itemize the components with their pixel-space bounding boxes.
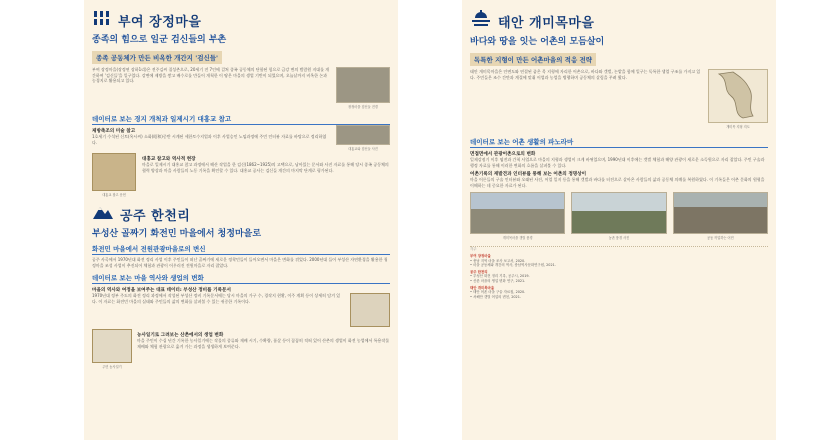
taean-photo-2-caption: 농촌 풍경 사진: [608, 236, 630, 241]
refs-item: • 산촌 마을의 생업 변화 연구, 2021.: [470, 278, 526, 283]
mountain-icon: [92, 204, 114, 224]
buyeo-data-heading: 데이터로 보는 경지 개척과 일제시기 대홍교 참고: [92, 114, 390, 125]
gongju-data-heading: 데이터로 보는 마을 역사와 생업의 변화: [92, 273, 390, 284]
gongju-section: [92, 204, 390, 369]
taean-bar: 독특한 지형이 만든 어촌마을의 적응 전략: [470, 53, 596, 66]
buyeo-document-image: [92, 153, 136, 191]
taean-photo-3: [673, 192, 768, 234]
buyeo-subtitle: 종족의 힘으로 일군 검신들의 부촌: [92, 35, 227, 45]
buyeo-title-row: [92, 10, 390, 30]
refs-item: • 태안 어촌 마을 구술 자료집, 2020.: [470, 290, 526, 295]
buyeo-photo-caption: 장정마을 검신들 전경: [348, 105, 378, 109]
taean-block-heading-1: 면접면에서 관광어촌으로의 변화: [470, 152, 536, 157]
taean-photo-2: [571, 192, 666, 234]
gongju-diary-caption: 주민 농사일기: [102, 365, 122, 370]
taean-block-heading-2: 어촌기록의 재발견과 인터뷰를 통해 보는 어촌의 정명상이: [470, 172, 587, 178]
taean-title-row: [470, 10, 768, 32]
gongju-document-image: [350, 293, 390, 327]
taean-subtitle: 바다와 땅을 잇는 어촌의 모듬살이: [470, 37, 605, 47]
refs-item: • 마을 공동체와 개간의 역사, 충남역사문화연구원, 2021.: [470, 263, 556, 268]
taean-section: [470, 10, 768, 299]
left-page: [84, 0, 398, 440]
taean-block-body-2: 마을 어른들의 구술 인터뷰와 오래된 사진, 어업 일지 등을 통해 갯벌과 바다를 터전으로 살아온 사람들의 삶과 공동체 의례를 복원하였다. 이 기록들은 어촌 문화의 원형을 이해하는 데 중요한 자료가 된다.: [470, 177, 765, 188]
taean-block-body-1: 일제강점기 이후 염전과 간척 사업으로 마을의 지형과 생업이 크게 바뀌었으며, 1990년대 이후에는 갯벌 체험과 해양 관광이 새로운 소득원으로 자리 잡았다. 주민 구술과 행정 자료를 통해 이러한 변화의 흐름을 살펴볼 수 있다.: [470, 157, 765, 168]
buyeo-title: 부여 장정마을: [118, 14, 202, 30]
buyeo-body: 부여 장정마을(장정연 장하1리)은 전주김씨 집성촌으로, 20세기 전 7인에 걸쳐 종족 공동체의 단합된 힘으로 금강 변의 범람원 지대를 개간하여 '검신들'을 일구었다. 강변에 제방을 쌓고 배수로를 만들어 개척한 이 땅은 마을의 생업 기반이 되었으며, 오늘날까지 비옥한 논과 농경지로 활용되고 있다.: [92, 67, 330, 84]
gongju-bar: 화전민 마을에서 전원관광마을로의 변신: [92, 244, 390, 255]
rice-sheaf-icon: [92, 10, 112, 30]
gongju-title-row: [92, 204, 390, 224]
buyeo-bar: 종족 공동체가 만든 비옥한 개간지 '검신들': [92, 51, 222, 64]
refs-item: • 서해안 갯벌 어업의 변천, 2021.: [470, 294, 521, 299]
references: [470, 247, 768, 299]
buyeo-block-body-2: 마을로 일제시기 대홍교 참고 과정에서 해산 작업을 한 검신(1862~1925)의 고택으로, 남아있는 문서와 사진 자료를 통해 당시 종족 공동체의 협력 양상과 마을 사람들의 노동 기록을 확인할 수 있다. 대홍교 공사는 검신들 개간의 마지막 단계로 평가된다.: [142, 162, 389, 173]
taean-photo-3-caption: 공동 작업하는 어민: [706, 236, 734, 241]
refs-label: 각주: [470, 247, 477, 252]
gongju-block-body-2: 마을 주민이 수십 년간 기록한 농사일기에는 작물의 종류와 재배 시기, 수확량, 품삯 등이 꼼꼼히 적혀 있어 산촌의 생업이 화전 농업에서 특용작물 재배와 체험 관광으로 옮겨 가는 과정을 생생하게 보여준다.: [137, 338, 390, 349]
buyeo-section: [92, 10, 390, 197]
taean-map-caption: 개미목 지형 지도: [726, 125, 750, 129]
gongju-subtitle: 부성산 골짜기 화전민 마을에서 청정마을로: [92, 229, 262, 239]
gongju-block-heading-1: 마을의 역사와 여정을 보여주는 대표 데이터: 부성산 정비를 기록문서: [92, 288, 231, 294]
buyeo-document-caption: 대홍교 참고 문헌: [102, 193, 126, 197]
gongju-title: 공주 한천리: [120, 208, 191, 224]
taean-data-heading: 데이터로 보는 어촌 생활의 파노라마: [470, 137, 768, 148]
refs-item: • 충남 지역 마을 조사 보고서, 2020.: [470, 258, 526, 263]
buyeo-photo: [336, 67, 390, 103]
sun-waves-icon: [470, 10, 492, 32]
refs-group-heading: 공주 한천리: [470, 269, 488, 274]
buyeo-block-body-1: 1호세기 수석된 신토(옥시씨) 소화(昭和)중반 시계된 세한토수지업과 이후 사업승인 노임과정에 주민 인터뷰 자료를 바탕으로 정리하였다.: [92, 134, 327, 145]
gongju-block-heading-2: 농사일기로 그려보는 산촌에서의 생업 변화: [137, 333, 224, 339]
gongju-diary-image: [92, 329, 132, 363]
refs-group-heading: 태안 개미목마을: [470, 285, 495, 290]
refs-item: • 부성산 화전 정리 기록, 공주시, 2019.: [470, 274, 530, 279]
refs-group-heading: 부여 장정마을: [470, 253, 491, 258]
taean-photo-1-caption: 개미목마을 갯벌 풍경: [502, 236, 533, 241]
gongju-block-body-1: 1970년대 정부 주도의 화전 정리 과정에서 작성된 부성산 정비 기록문서에는 당시 마을의 가구 수, 경작지 현황, 이주 계획 등이 상세히 담겨 있다. 이 자료는 화전민 마을의 실태와 주민들의 삶의 변화를 살펴볼 수 있는 귀중한 기록이다.: [92, 293, 341, 304]
taean-body: 태안 개미목마을은 안면도와 연결된 좁은 목 지형에 자리한 어촌으로, 바다와 갯벌, 논밭을 함께 일구는 독특한 생업 구조를 가지고 있다. 주민들은 조수 간만과 계절에 맞춰 어업과 농업을 병행하며 공동체의 살림을 꾸려 왔다.: [470, 69, 701, 80]
right-page: [462, 0, 776, 440]
buyeo-block-heading-2: 대홍교 참고와 역사적 현장: [142, 157, 196, 162]
taean-map-image: [708, 69, 768, 123]
taean-photo-1: [470, 192, 565, 234]
gongju-body: 공주 사곡에서 1970년대 화전 정리 사업 이후 주민들이 떠난 골짜기에 새로운 정착민들이 들어오면서 마을은 변화를 겪었다. 2000년대 들어 부성산 자연환경을 활용한 청정마을 조성 사업이 추진되어 체험과 관광이 어우러진 전원마을로 자리 잡았다.: [92, 257, 388, 268]
buyeo-block-heading-1: 제방축조의 미술 참고: [92, 129, 136, 134]
taean-title: 태안 개미목마을: [498, 15, 595, 31]
buyeo-photo-2-caption: 대홍교와 검신들 사진: [348, 147, 378, 151]
taean-photo-row: [470, 192, 768, 240]
buyeo-photo-2: [336, 125, 390, 145]
